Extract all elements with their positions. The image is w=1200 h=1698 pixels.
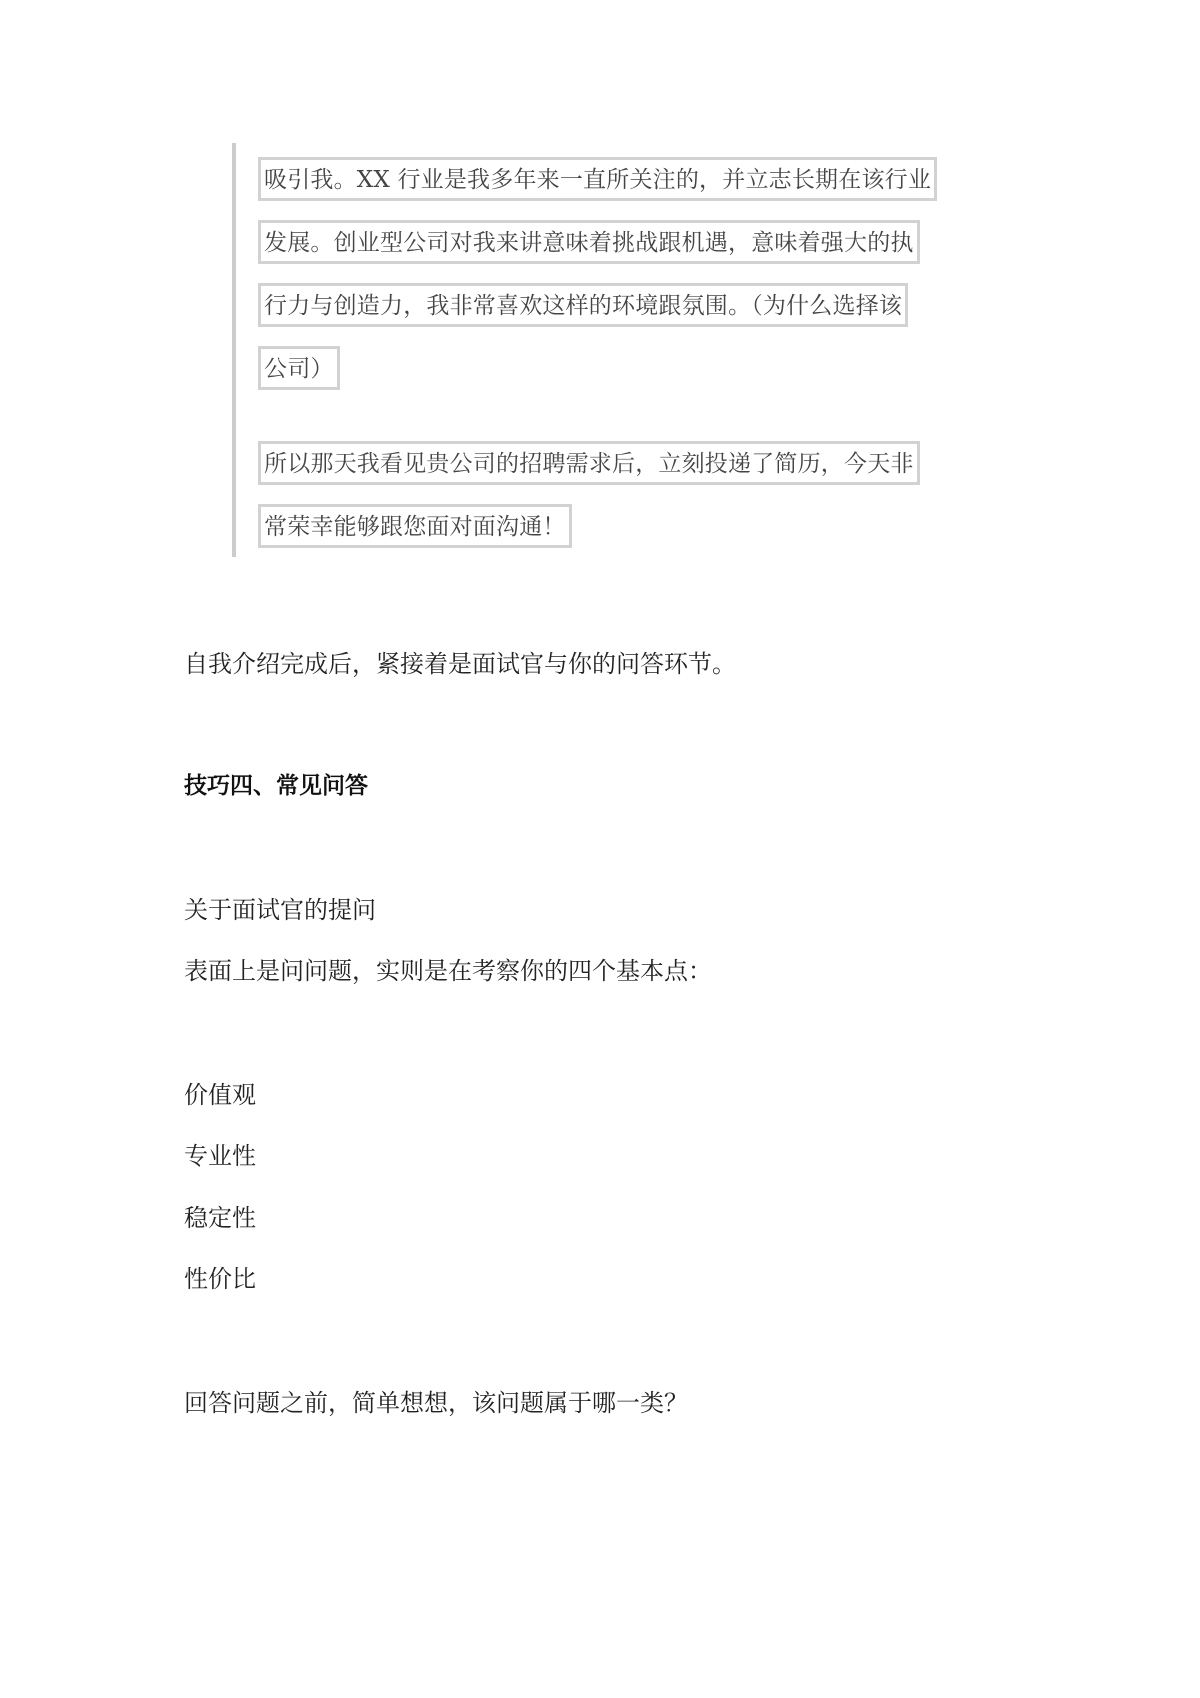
point-item: 稳定性 bbox=[184, 1204, 256, 1232]
about-questions-paragraph: 关于面试官的提问 bbox=[184, 896, 376, 924]
point-item: 性价比 bbox=[184, 1265, 256, 1293]
intro-transition-paragraph: 自我介绍完成后，紧接着是面试官与你的问答环节。 bbox=[184, 650, 736, 678]
quote-line: 发展。创业型公司对我来讲意味着挑战跟机遇，意味着强大的执 bbox=[258, 220, 920, 264]
quote-line: 吸引我。XX 行业是我多年来一直所关注的，并立志长期在该行业 bbox=[258, 157, 937, 201]
point-item: 专业性 bbox=[184, 1142, 256, 1170]
quote-line: 所以那天我看见贵公司的招聘需求后，立刻投递了简历，今天非 bbox=[258, 441, 920, 485]
quote-block bbox=[232, 143, 956, 557]
section-heading: 技巧四、常见问答 bbox=[184, 773, 368, 799]
closing-question-paragraph: 回答问题之前，简单想想，该问题属于哪一类？ bbox=[184, 1389, 688, 1417]
quote-line: 公司） bbox=[258, 346, 340, 390]
quote-line: 常荣幸能够跟您面对面沟通！ bbox=[258, 504, 572, 548]
quote-line: 行力与创造力，我非常喜欢这样的环境跟氛围。（为什么选择该 bbox=[258, 283, 908, 327]
point-item: 价值观 bbox=[184, 1081, 256, 1109]
surface-text-paragraph: 表面上是问问题，实则是在考察你的四个基本点： bbox=[184, 957, 712, 985]
